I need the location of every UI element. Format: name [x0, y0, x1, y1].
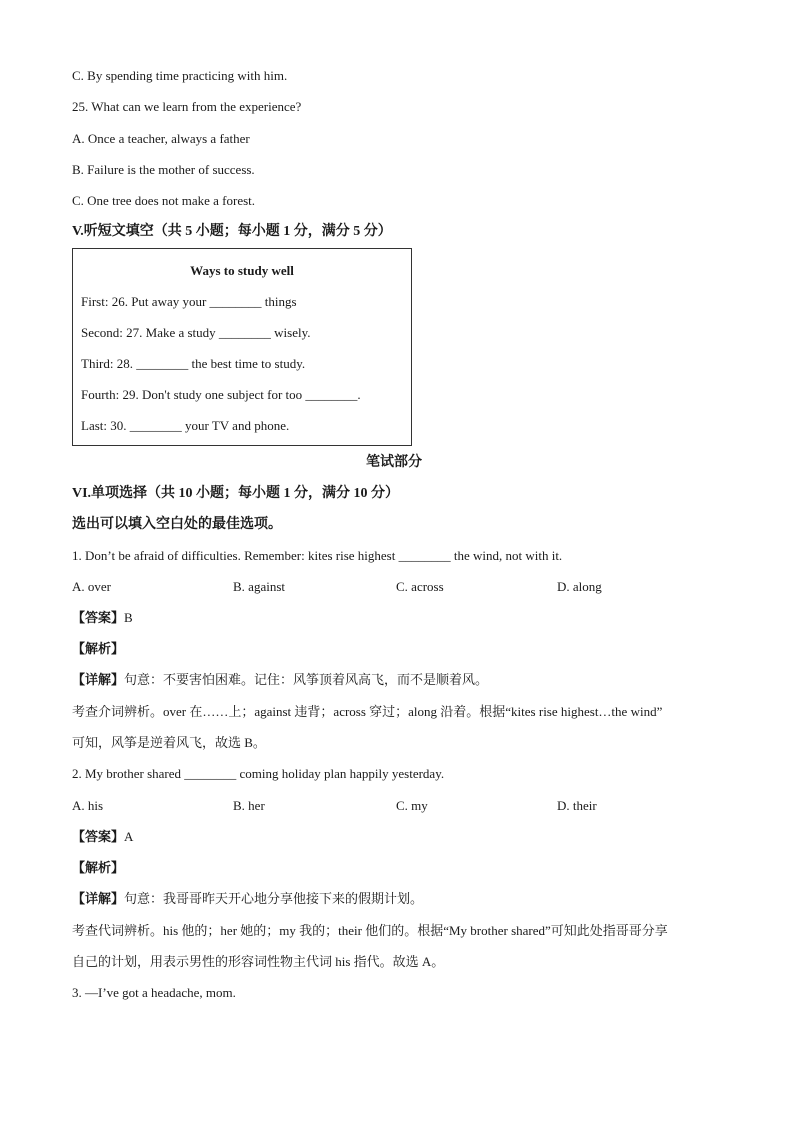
q1-explanation-2: 可知，风筝是逆着风飞，故选 B。	[72, 735, 266, 750]
analysis-label: 【解析】	[72, 641, 125, 656]
q24-option-c: C. By spending time practicing with him.	[72, 68, 288, 83]
box-line-28: Third: 28. ________ the best time to study.	[81, 356, 306, 371]
q2-explanation-1: 考查代词辨析。his 他的；her 她的；my 我的；their 他们的。根据“My brother shared”可知此处指哥哥分享	[72, 923, 668, 938]
q2-stem: 2. My brother shared ________ coming holiday plan happily yesterday.	[72, 766, 445, 781]
q1-option-c: C. across	[396, 579, 444, 594]
box-title: Ways to study well	[190, 263, 294, 278]
box-line-26: First: 26. Put away your ________ things	[81, 294, 297, 309]
detail-text: 句意：不要害怕困难。记住：风筝顶着风高飞，而不是顺着风。	[124, 672, 489, 687]
box-line-29: Fourth: 29. Don't study one subject for too ________.	[81, 387, 361, 402]
q2-option-c: C. my	[396, 798, 428, 813]
answer-label: 【答案】	[72, 610, 125, 625]
q3-stem: 3. —I’ve got a headache, mom.	[72, 985, 236, 1000]
q25-stem: 25. What can we learn from the experience?	[72, 99, 302, 114]
q1-option-d: D. along	[557, 579, 602, 594]
answer-value: B	[124, 610, 133, 625]
q2-detail	[72, 891, 423, 907]
section-5-heading: V.听短文填空（共 5 小题；每小题 1 分，满分 5 分）	[72, 224, 392, 239]
box-line-30: Last: 30. ________ your TV and phone.	[81, 418, 290, 433]
q1-explanation-1: 考查介词辨析。over 在……上；against 违背；across 穿过；along 沿着。根据“kites rise highest…the wind”	[72, 704, 663, 719]
detail-label: 【详解】	[72, 672, 125, 687]
q2-option-d: D. their	[557, 798, 597, 813]
analysis-label: 【解析】	[72, 860, 125, 875]
answer-label: 【答案】	[72, 829, 125, 844]
study-tips-box	[72, 248, 412, 446]
box-line-27: Second: 27. Make a study ________ wisely.	[81, 325, 311, 340]
q1-answer	[72, 610, 133, 626]
section-6-instruction: 选出可以填入空白处的最佳选项。	[72, 517, 282, 532]
detail-text: 句意：我哥哥昨天开心地分享他接下来的假期计划。	[124, 891, 424, 906]
q1-analysis-label	[72, 641, 124, 657]
q1-option-a: A. over	[72, 579, 111, 594]
q1-option-b: B. against	[233, 579, 285, 594]
q1-stem: 1. Don’t be afraid of difficulties. Remember: kites rise highest ________ the wind, not with it.	[72, 548, 563, 563]
q2-option-b: B. her	[233, 798, 265, 813]
q2-analysis-label	[72, 860, 124, 876]
section-6-heading: VI.单项选择（共 10 小题；每小题 1 分，满分 10 分）	[72, 486, 400, 501]
detail-label: 【详解】	[72, 891, 125, 906]
q25-option-b: B. Failure is the mother of success.	[72, 162, 255, 177]
q2-option-a: A. his	[72, 798, 104, 813]
q25-option-a: A. Once a teacher, always a father	[72, 131, 250, 146]
q2-explanation-2: 自己的计划，用表示男性的形容词性物主代词 his 指代。故选 A。	[72, 954, 445, 969]
q25-option-c: C. One tree does not make a forest.	[72, 193, 256, 208]
answer-value: A	[124, 829, 134, 844]
q2-answer	[72, 829, 133, 845]
q1-detail	[72, 672, 488, 688]
written-part-heading: 笔试部分	[366, 455, 422, 470]
